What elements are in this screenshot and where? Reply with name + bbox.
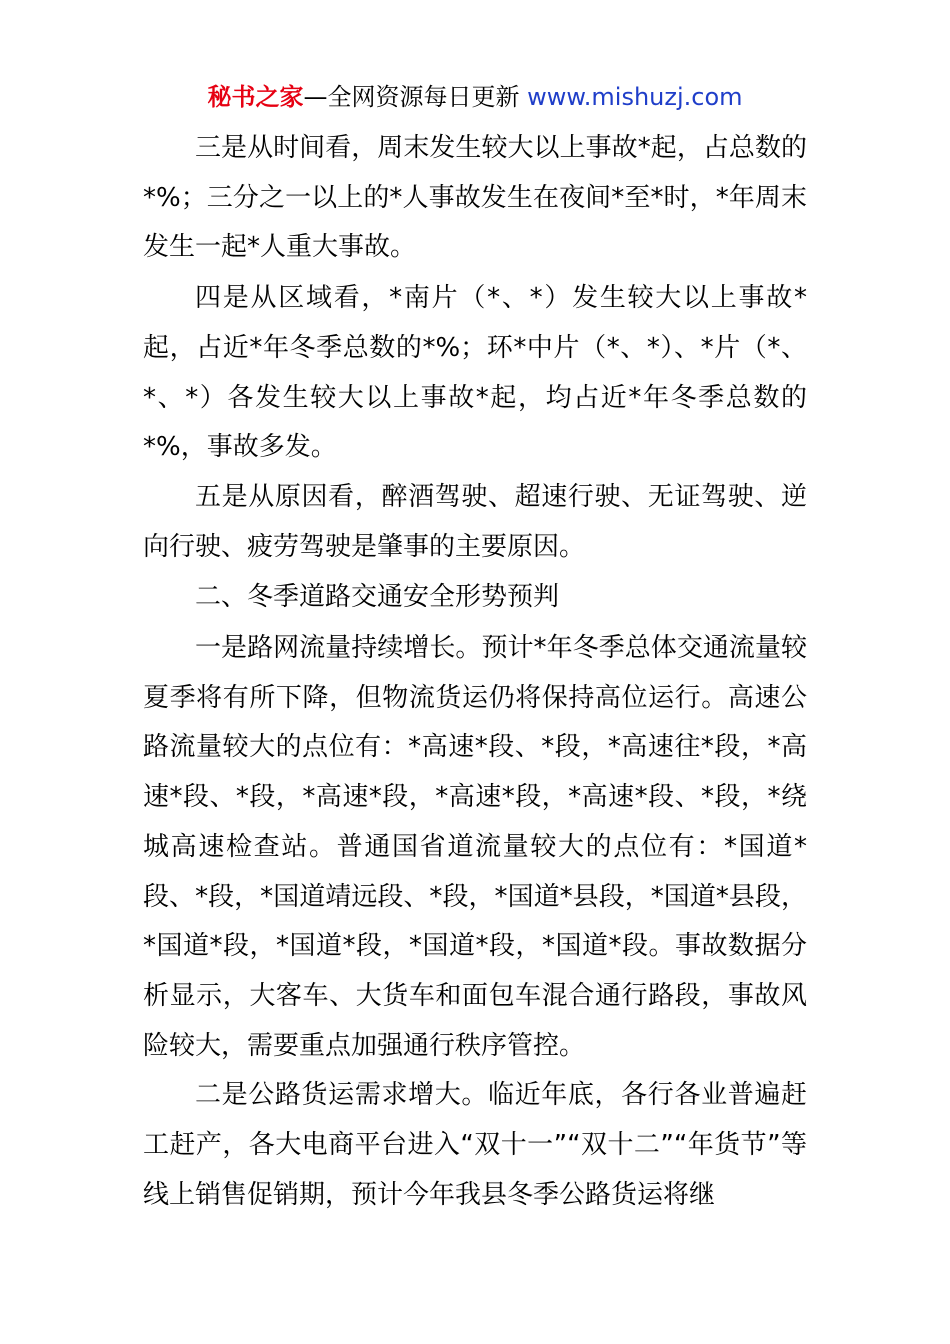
- paragraph-freight-demand: 二是公路货运需求增大。临近年底，各行各业普遍赶工赶产，各大电商平台进入“双十一”“双十二”“年货节”等线上销售促销期，预计今年我县冬季公路货运将继: [143, 1080, 807, 1210]
- section-heading-forecast: 二、冬季道路交通安全形势预判: [195, 582, 560, 613]
- paragraph-traffic-growth: 一是路网流量持续增长。预计*年冬季总体交通流量较夏季将有所下降，但物流货运仍将保持高位运行。高速公路流量较大的点位有：*高速*段、*段，*高速往*段，*高速*段、*段，*高速*段，*高速*段，*高速*段、*段，*绕城高速检查站。普通国省道流量较大的点位有：*国道*段、*段，*国道靖远段、*段，*国道*县段，*国道*县段，*国道*段，*国道*段，*国道*段，*国道*段。事故数据分析显示，大客车、大货车和面包车混合通行路段，事故风险较大，需要重点加强通行秩序管控。: [143, 633, 807, 1061]
- site-tagline: —全网资源每日更新: [303, 83, 520, 111]
- paragraph-cause-analysis: 五是从原因看，醉酒驾驶、超速行驶、无证驾驶、逆向行驶、疲劳驾驶是肇事的主要原因。: [143, 481, 807, 562]
- site-header: [0, 82, 950, 112]
- paragraph-region-analysis: 四是从区域看，*南片（*、*）发生较大以上事故*起，占近*年冬季总数的*%；环*中片（*、*）、*片（*、*、*）各发生较大以上事故*起，均占近*年冬季总数的*%，事故多发。: [143, 283, 807, 463]
- site-brand: 秘书之家: [207, 83, 304, 111]
- paragraph-time-analysis: 三是从时间看，周末发生较大以上事故*起，占总数的*%；三分之一以上的*人事故发生在夜间*至*时，*年周末发生一起*人重大事故。: [143, 133, 807, 263]
- document-body: [143, 124, 807, 1220]
- site-url-link[interactable]: www.mishuzj.com: [527, 83, 743, 111]
